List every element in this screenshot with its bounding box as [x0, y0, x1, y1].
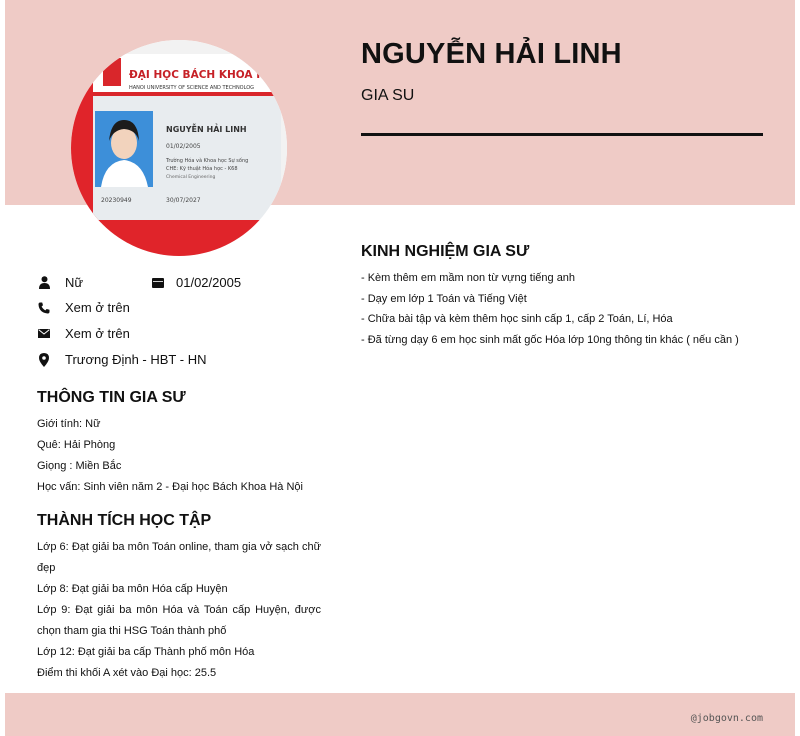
address-value: Trương Định - HBT - HN — [65, 352, 207, 367]
list-item: Lớp 6: Đạt giải ba môn Toán online, tham gia vở sạch chữ đẹp — [37, 541, 321, 574]
phone-icon — [37, 301, 51, 315]
calendar-icon — [151, 276, 165, 290]
profile-photo — [71, 40, 287, 256]
card-expiry: 30/07/2027 — [166, 197, 201, 204]
list-item: - Chữa bài tập và kèm thêm học sinh cấp 1, cấp 2 Toán, Lí, Hóa — [361, 313, 673, 326]
list-item: Giọng : Miền Bắc — [37, 460, 122, 472]
list-item: Lớp 12: Đạt giải ba cấp Thành phố môn Hóa — [37, 646, 255, 658]
candidate-role: GIA SU — [361, 87, 415, 104]
cv-page — [5, 0, 795, 736]
list-item: Quê: Hải Phòng — [37, 439, 116, 451]
list-item: Học vấn: Sinh viên năm 2 - Đại học Bách Khoa Hà Nội — [37, 481, 303, 493]
address-row — [37, 352, 206, 367]
gender-value: Nữ — [65, 275, 84, 290]
card-dob: 01/02/2005 — [166, 143, 201, 150]
card-school: Trường Hóa và Khoa học Sự sống — [166, 158, 249, 164]
tutor-info-title: THÔNG TIN GIA SƯ — [37, 389, 186, 406]
list-item: - Kèm thêm em mầm non từ vựng tiếng anh — [361, 272, 576, 284]
card-id: 20230949 — [101, 197, 132, 204]
watermark: @jobgovn.com — [690, 713, 763, 724]
candidate-name: NGUYỄN HẢI LINH — [361, 38, 622, 70]
experience-title: KINH NGHIỆM GIA SƯ — [361, 243, 530, 260]
experience-list — [361, 268, 739, 351]
card-major-en: Chemical Engineering — [166, 175, 216, 180]
gender-row — [37, 275, 83, 290]
phone-row — [37, 300, 130, 315]
card-name: NGUYỄN HẢI LINH — [166, 125, 247, 134]
location-pin-icon — [37, 353, 51, 367]
list-item: Lớp 9: Đạt giải ba môn Hóa và Toán cấp Huyện, được chọn tham gia thi HSG Toán thành phố — [37, 604, 321, 637]
mail-icon — [37, 327, 51, 341]
dob-row — [151, 275, 241, 290]
card-university: ĐẠI HỌC BÁCH KHOA HÀ N — [129, 69, 286, 81]
list-item: - Dạy em lớp 1 Toán và Tiếng Việt — [361, 292, 527, 305]
achievements-list — [37, 537, 321, 684]
dob-value: 01/02/2005 — [176, 275, 242, 290]
card-university-en: HANOI UNIVERSITY OF SCIENCE AND TECHNOLOG — [129, 85, 255, 91]
tutor-info-list — [37, 414, 303, 498]
list-item: Giới tính: Nữ — [37, 418, 101, 430]
card-major: CHE: Kỹ thuật Hóa học - K68 — [166, 166, 238, 172]
list-item: Điểm thi khối A xét vào Đại học: 25.5 — [37, 667, 217, 679]
header-rule — [361, 133, 763, 136]
email-row — [37, 326, 130, 341]
list-item: - Đã từng dạy 6 em học sinh mất gốc Hóa lớp 10ng thông tin khác ( nếu cần ) — [361, 334, 739, 347]
list-item: Lớp 8: Đạt giải ba môn Hóa cấp Huyện — [37, 583, 228, 595]
phone-value: Xem ở trên — [65, 300, 130, 315]
email-value: Xem ở trên — [65, 326, 130, 341]
person-icon — [37, 276, 51, 290]
achievements-title: THÀNH TÍCH HỌC TẬP — [37, 512, 212, 529]
footer-band — [5, 693, 795, 736]
